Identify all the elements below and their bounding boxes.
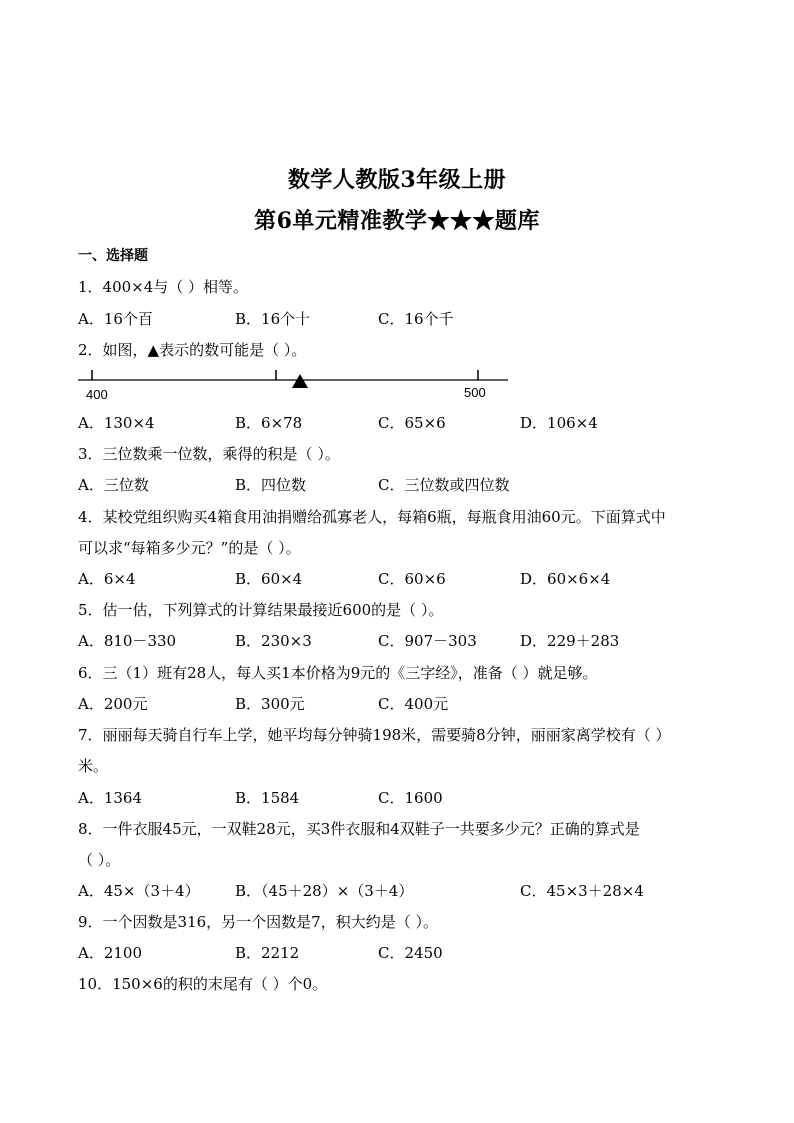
question-7-option-b: B．1584	[235, 789, 300, 807]
question-3-option-c: C．三位数或四位数	[378, 476, 510, 494]
label-400: 400	[86, 387, 108, 402]
number-line-svg	[78, 366, 518, 406]
question-4-option-d: D．60×6×4	[520, 570, 611, 588]
question-1-option-b: B．16个十	[235, 310, 311, 328]
question-2-option-d: D．106×4	[520, 414, 598, 432]
question-7-stem: 7．丽丽每天骑自行车上学，她平均每分钟骑198米，需要骑8分钟，丽丽家离学校有（ ）	[78, 726, 671, 744]
question-6-option-c: C．400元	[378, 695, 449, 713]
question-9-option-a: A．2100	[78, 944, 143, 962]
label-500: 500	[464, 385, 486, 400]
number-line-figure	[78, 366, 518, 406]
question-1-option-c: C．16个千	[378, 310, 454, 328]
question-3-stem: 3．三位数乘一位数，乘得的积是（ ）。	[78, 445, 340, 463]
question-6-option-a: A．200元	[78, 695, 148, 713]
question-8-stem-line2: （ ）。	[78, 851, 121, 869]
question-7-stem-line2: 米。	[78, 757, 109, 775]
question-8-option-b: B．（45＋28）×（3＋4）	[235, 882, 414, 900]
question-1-option-a: A．16个百	[78, 310, 153, 328]
question-9-stem: 9．一个因数是316，另一个因数是7，积大约是（ ）。	[78, 913, 438, 931]
question-5-option-a: A．810－330	[78, 632, 177, 650]
question-4-stem-line2: 可以求“每箱多少元？”的是（ ）。	[78, 539, 301, 557]
question-1-stem: 1．400×4与（ ）相等。	[78, 278, 249, 296]
question-5-option-c: C．907－303	[378, 632, 477, 650]
question-10-stem: 10．150×6的积的末尾有（ ）个0。	[78, 975, 328, 993]
question-5-option-b: B．230×3	[235, 632, 312, 650]
question-7-option-c: C．1600	[378, 789, 443, 807]
question-2-option-b: B．6×78	[235, 414, 303, 432]
question-8-option-a: A．45×（3＋4）	[78, 882, 200, 900]
question-4-option-a: A．6×4	[78, 570, 136, 588]
question-6-option-b: B．300元	[235, 695, 305, 713]
question-6-stem: 6．三（1）班有28人，每人买1本价格为9元的《三字经》，准备（ ）就足够。	[78, 664, 598, 682]
triangle-marker-icon	[292, 374, 308, 388]
question-7-option-a: A．1364	[78, 789, 143, 807]
question-3-option-a: A．三位数	[78, 476, 149, 494]
question-4-stem: 4．某校党组织购买4箱食用油捐赠给孤寡老人，每箱6瓶，每瓶食用油60元。下面算式中	[78, 508, 666, 526]
question-8-stem: 8．一件衣服45元，一双鞋28元，买3件衣服和4双鞋子一共要多少元？正确的算式是	[78, 820, 640, 838]
question-8-option-c: C．45×3＋28×4	[520, 882, 644, 900]
page-subtitle: 第6单元精准教学★★★题库	[254, 208, 540, 234]
question-2-stem: 2．如图，▲表示的数可能是（ ）。	[78, 341, 307, 359]
question-2-option-a: A．130×4	[78, 414, 155, 432]
question-3-option-b: B．四位数	[235, 476, 307, 494]
page-title: 数学人教版3年级上册	[287, 167, 507, 193]
question-4-option-c: C．60×6	[378, 570, 446, 588]
section-heading: 一、选择题	[78, 248, 148, 264]
question-2-option-c: C．65×6	[378, 414, 446, 432]
question-9-option-b: B．2212	[235, 944, 300, 962]
question-5-option-d: D．229＋283	[520, 632, 620, 650]
question-4-option-b: B．60×4	[235, 570, 303, 588]
question-5-stem: 5．估一估，下列算式的计算结果最接近600的是（ ）。	[78, 601, 444, 619]
question-9-option-c: C．2450	[378, 944, 443, 962]
